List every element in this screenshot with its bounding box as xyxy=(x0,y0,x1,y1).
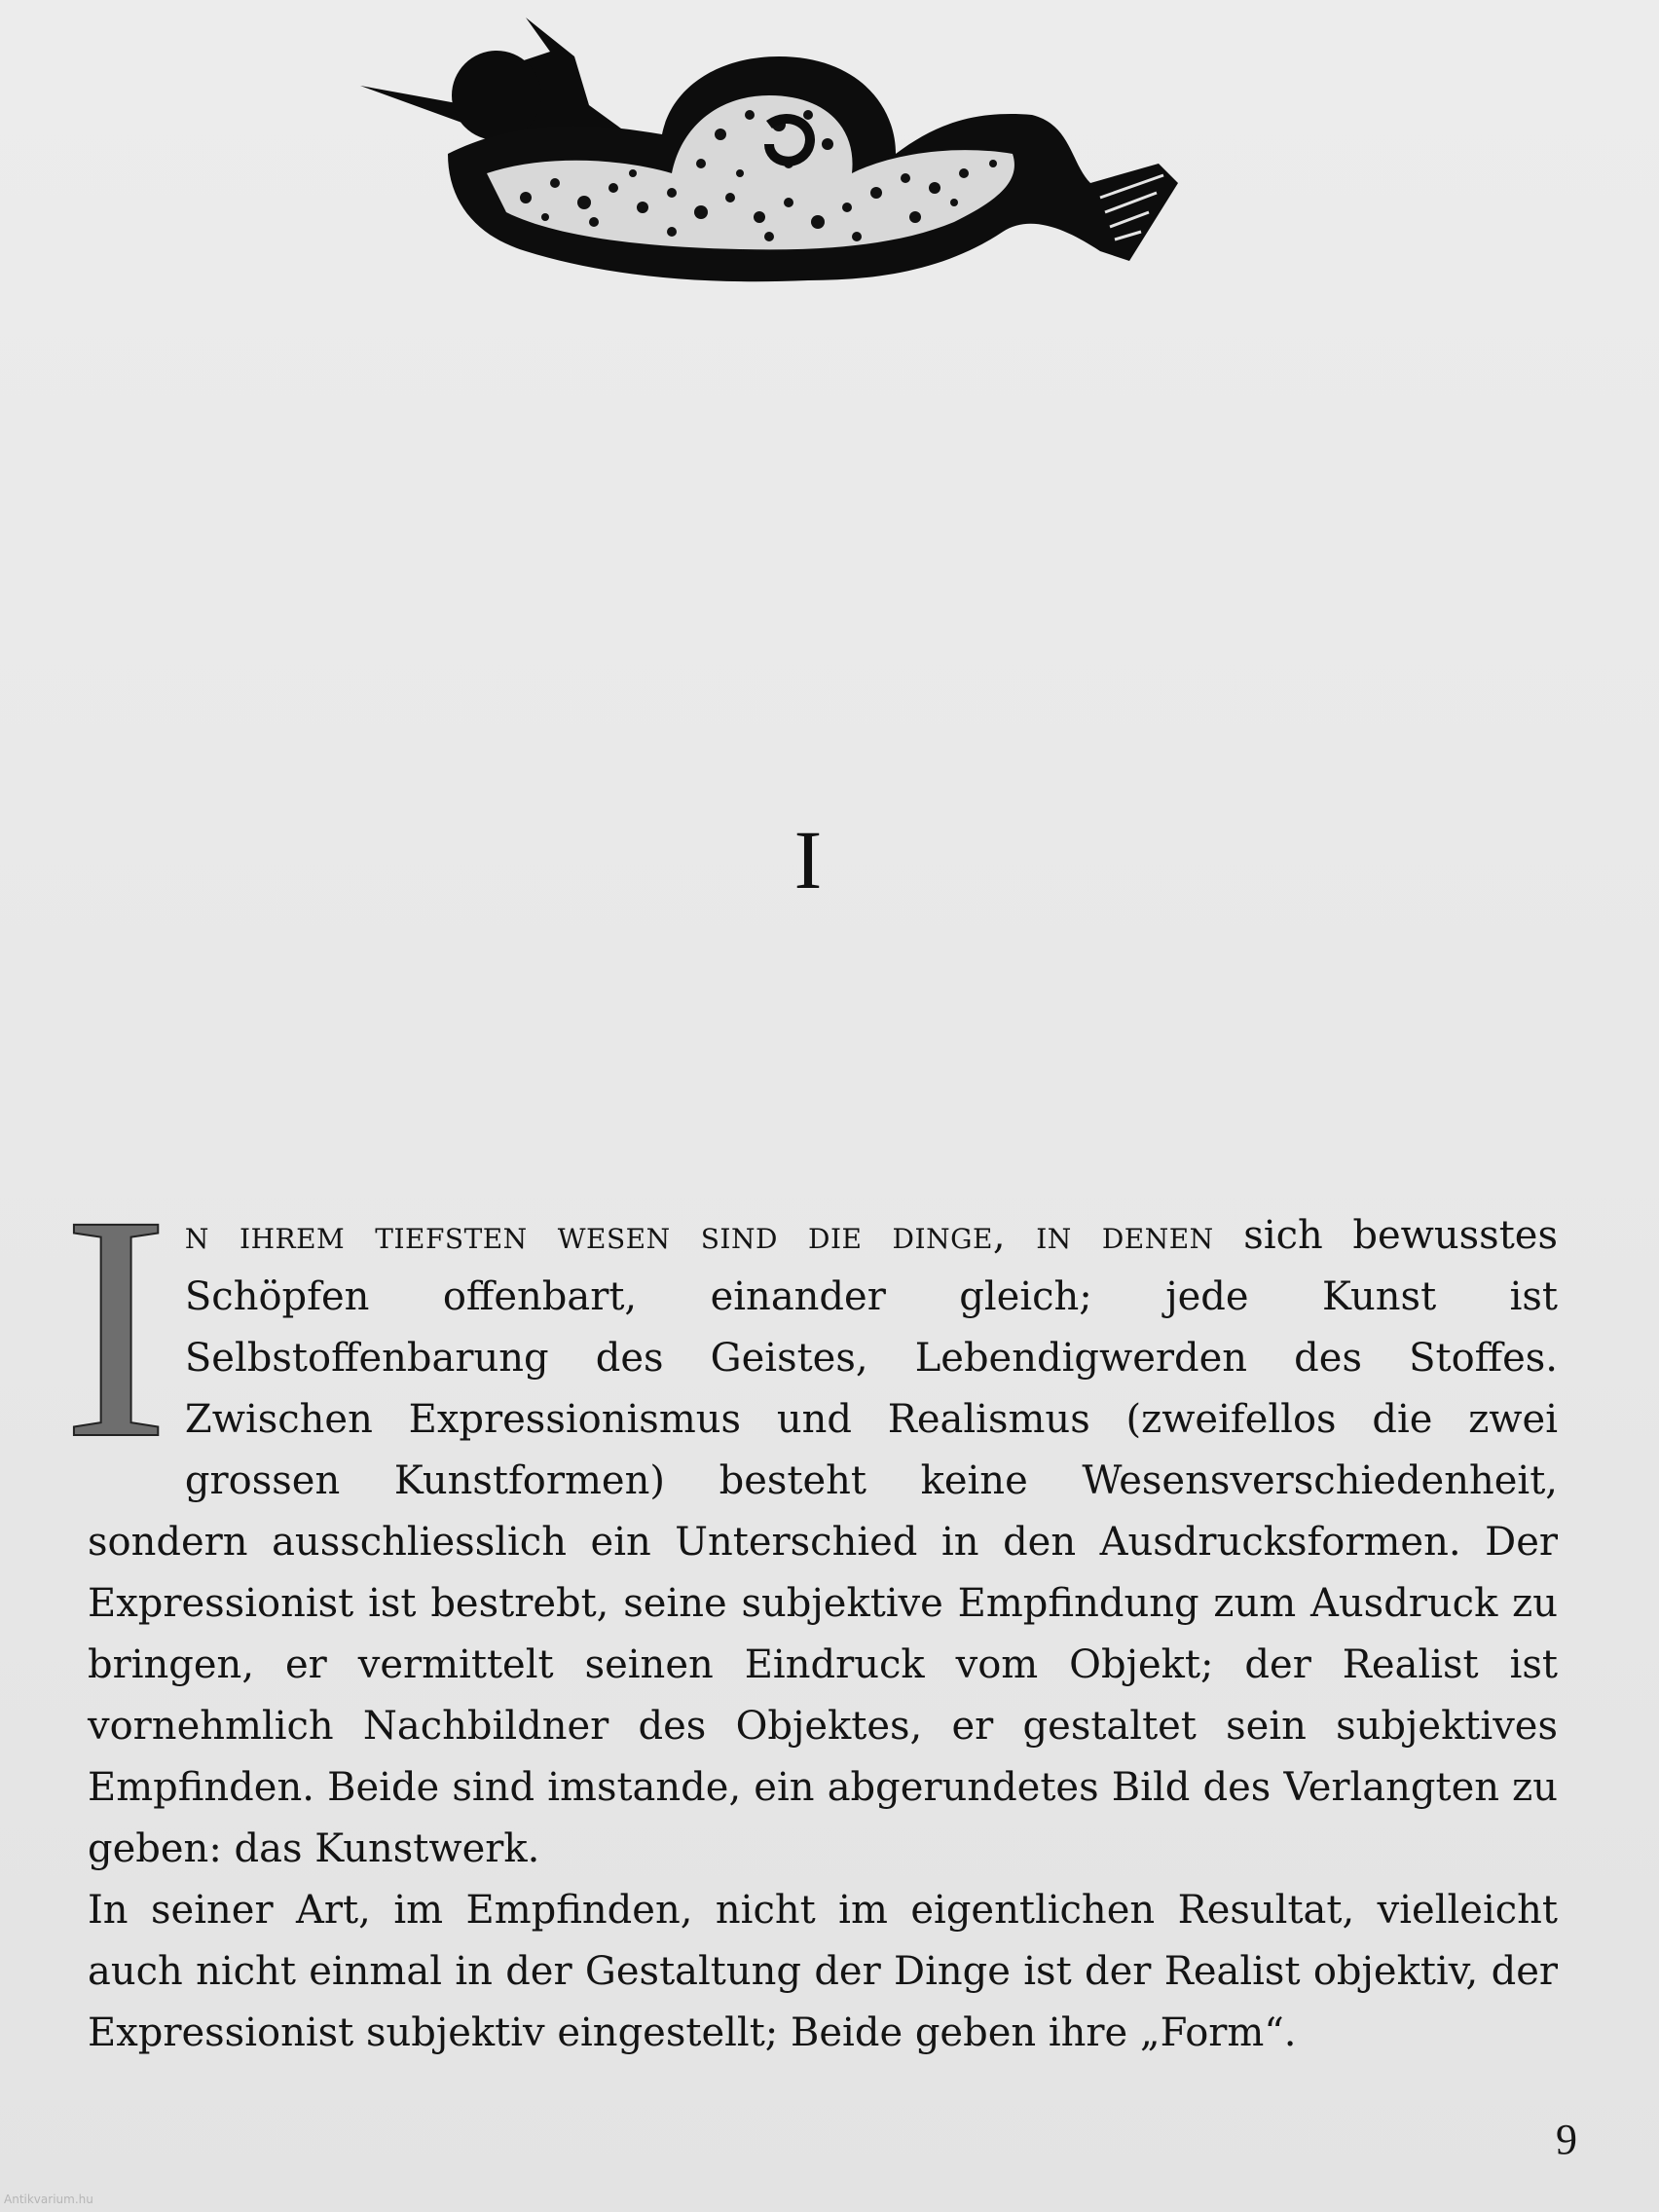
watermark: Antikvarium.hu xyxy=(4,2193,93,2206)
page-number: 9 xyxy=(1556,2116,1577,2163)
paragraph-1-text: sich bewusstes Schöpfen offenbart, einander gleich; jede Kunst ist Selbstoffenbarung des Geistes, Lebendigwerden des Stoffes. Zwischen Expressionismus und Realismus (zweifellos die zwei grossen Kunstformen) besteht keine Wesensverschiedenheit, sondern ausschliesslich ein Unterschied in den Ausdrucksformen. Der Expressionist ist bestrebt, seine subjektive Empfindung zum Ausdruck zu bringen, er vermittelt seinen Eindruck vom Objekt; der Realist ist vornehmlich Nachbildner des Objektes, er gestaltet sein subjektives Empfinden. Beide sind imstande, ein abgerundetes Bild des Verlangten zu geben: das Kunstwerk. xyxy=(88,1213,1558,1871)
opening-small-caps: n ihrem tiefsten wesen sind die dinge, in denen xyxy=(184,1213,1214,1258)
paragraph-1 xyxy=(62,1150,1558,1880)
drop-cap: I xyxy=(62,1150,169,1505)
paragraph-2-text: In seiner Art, im Empfinden, nicht im eigentlichen Resultat, vielleicht auch nicht einmal in der Gestaltung der Dinge ist der Realist objektiv, der Expressionist subjektiv eingestellt; Beide geben ihre „Form“. xyxy=(88,1888,1558,2055)
sea-serpent-ornament-icon xyxy=(350,18,1227,310)
chapter-body xyxy=(62,1150,1558,2064)
chapter-numeral: I xyxy=(793,813,823,906)
paragraph-2 xyxy=(88,1880,1558,2064)
